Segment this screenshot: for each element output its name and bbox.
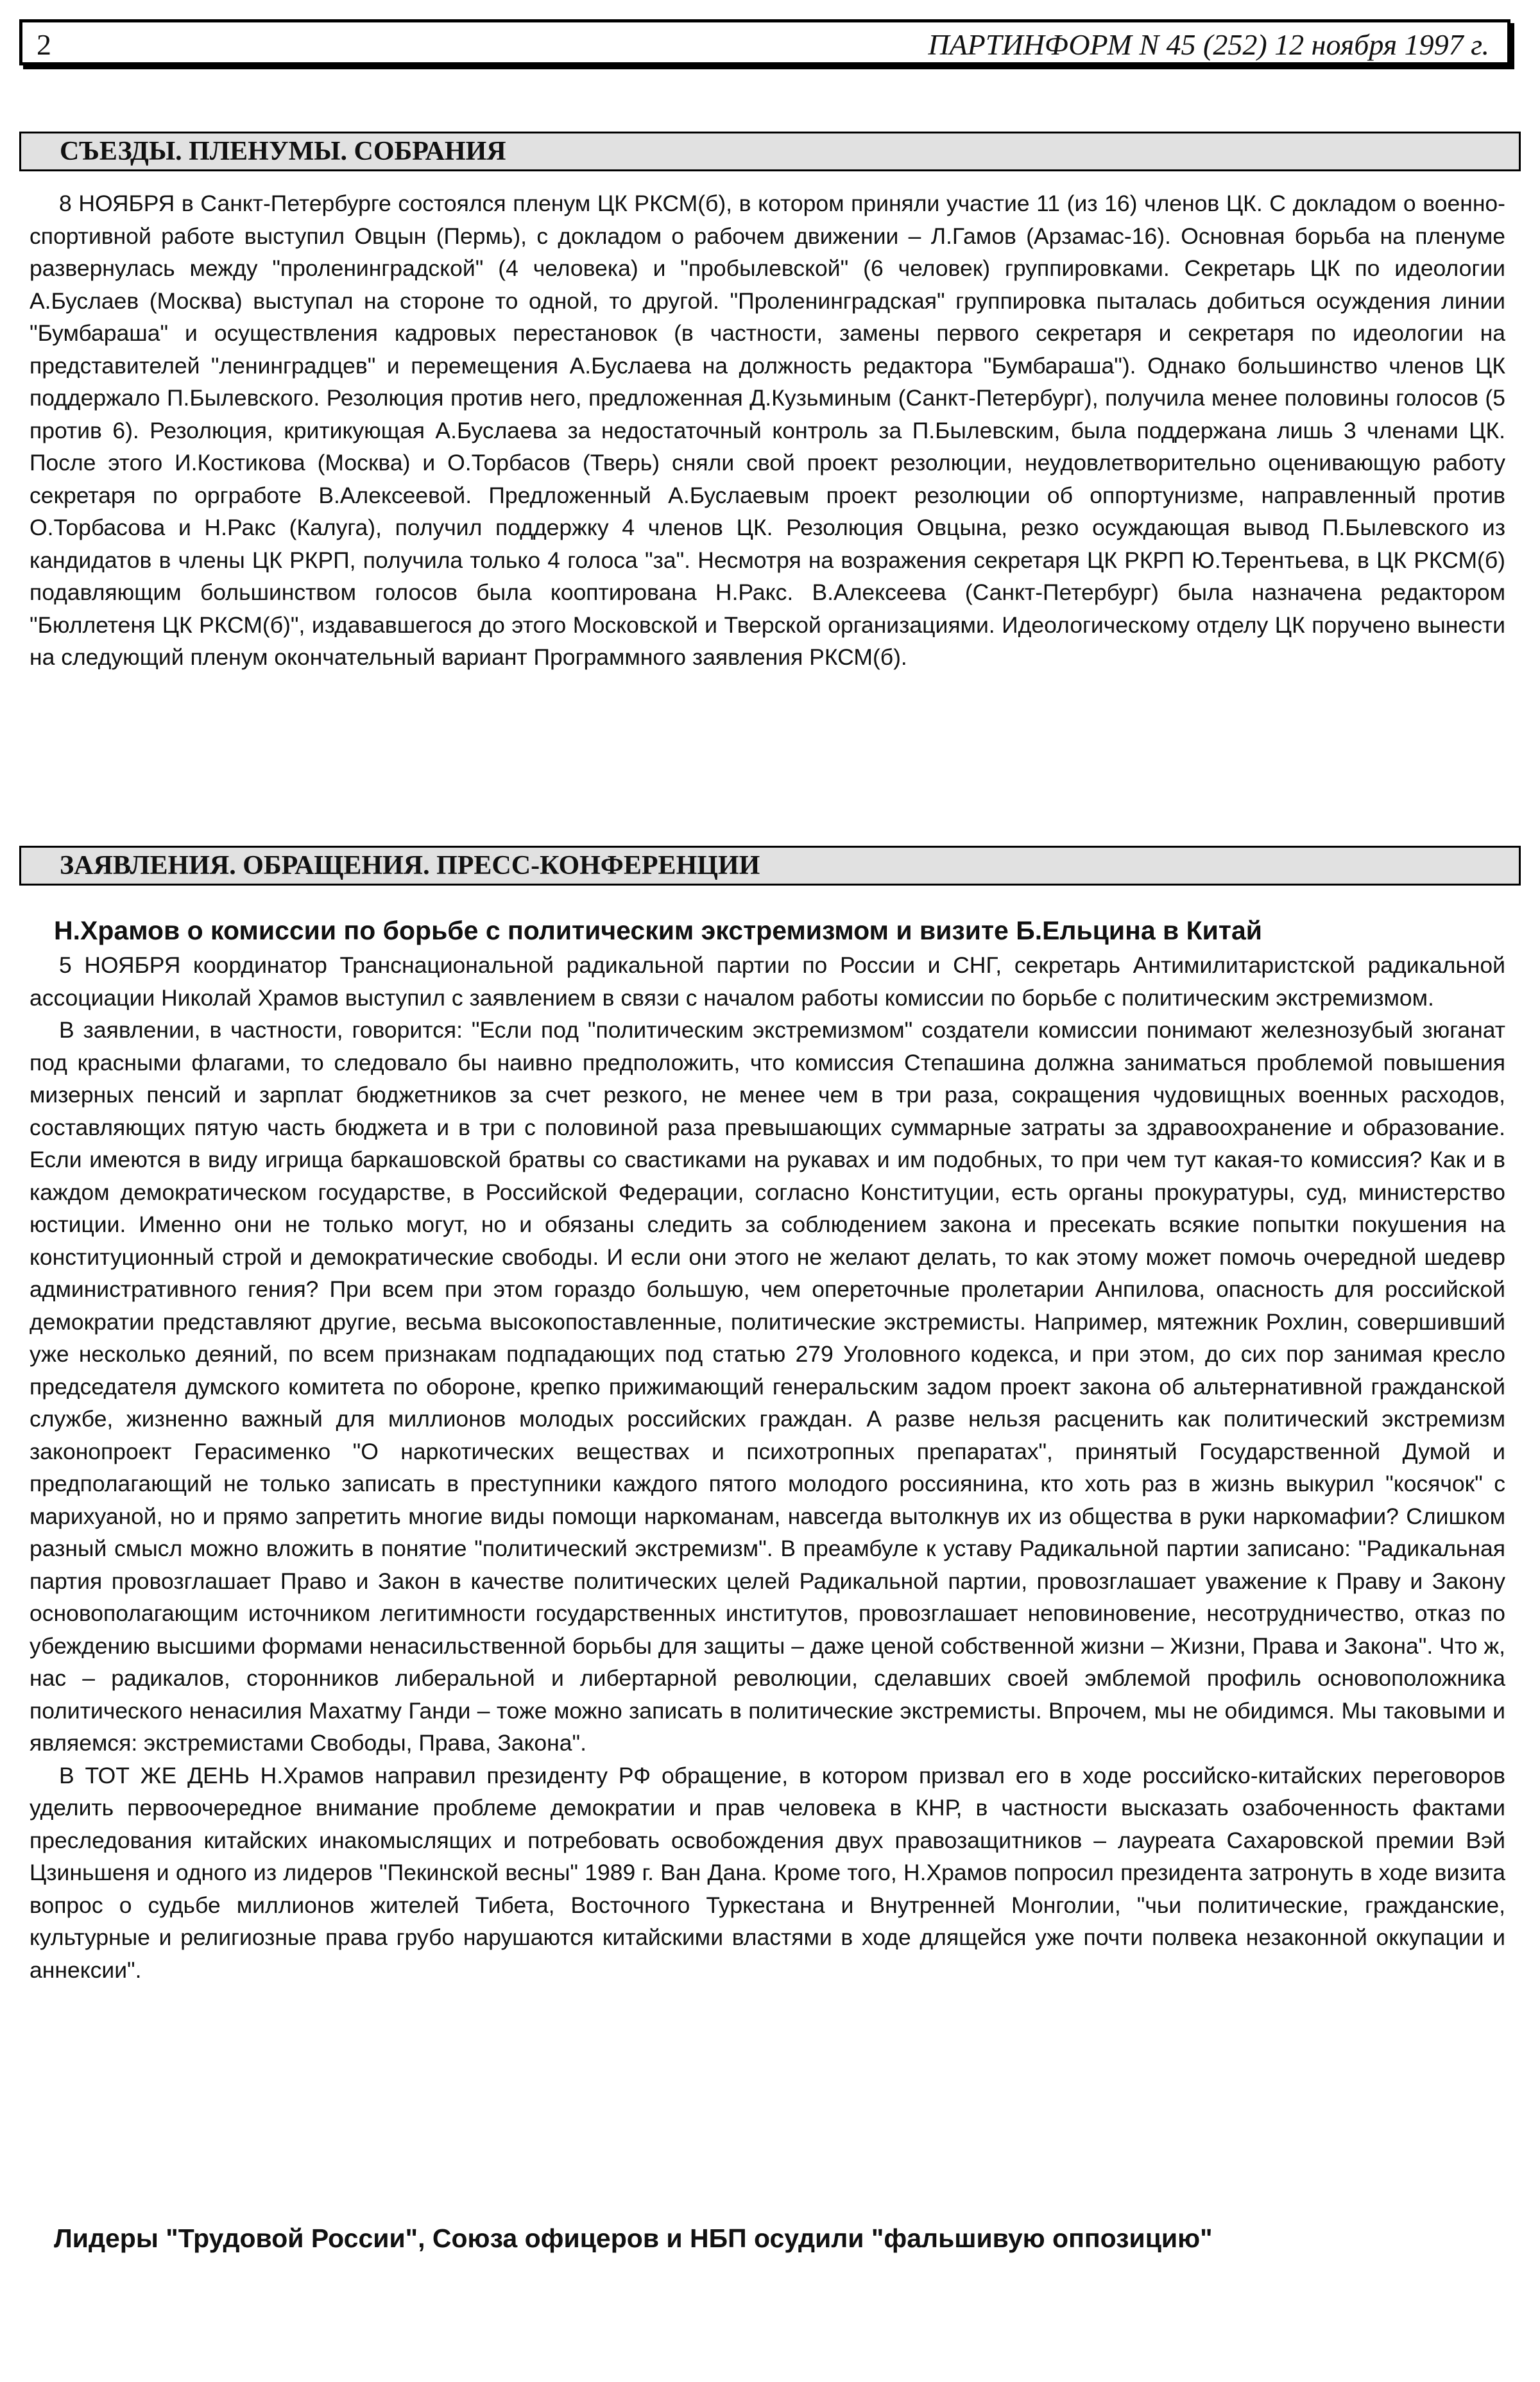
- section-heading-congresses: СЪЕЗДЫ. ПЛЕНУМЫ. СОБРАНИЯ: [19, 132, 1521, 171]
- paragraph: 8 НОЯБРЯ в Санкт-Петербурге состоялся пленум ЦК РКСМ(б), в котором приняли участие 11 (из 16) членов ЦК. С докладом о военно-спортивной работе выступил Овцын (Пермь), с докладом о рабочем движении – Л.Гамов (Арзамас-16). Основная борьба на пленуме развернулась между "пролeнинградской" (4 человека) и "пробылевской" (6 человек) группировками. Секретарь ЦК по идеологии А.Буслаев (Москва) выступал на стороне то одной, то другой. "Пролeнинградская" группировка пыталась добиться осуждения линии "Бумбараша" и осуществления кадровых перестановок (в частности, замены первого секретаря и секретаря по идеологии на представителей "ленинградцев" и перемещения А.Буслаева на должность редактора "Бумбараша"). Однако большинство членов ЦК поддержало П.Былевского. Резолюция против него, предложенная Д.Кузьминым (Санкт-Петербург), получила менее половины голосов (5 против 6). Резолюция, критикующая А.Буслаева за недостаточный контроль за П.Былевским, была поддержана лишь 3 членами ЦК. После этого И.Костикова (Москва) и О.Торбасов (Тверь) сняли свой проект резолюции, неудовлетворительно оценивающую работу секретаря по оргработе В.Алексеевой. Предложенный А.Буслаевым проект резолюции об оппортунизме, направленный против О.Торбасова и Н.Ракс (Калуга), получил поддержку 4 членов ЦК. Резолюция Овцына, резко осуждающая вывод П.Былевского из кандидатов в члены ЦК РКРП, получила только 4 голоса "за". Несмотря на возражения секретаря ЦК РКРП Ю.Терентьева, в ЦК РКСМ(б) подавляющим большинством голосов была кооптирована Н.Ракс. В.Алексеева (Санкт-Петербург) была назначена редактором "Бюллетеня ЦК РКСМ(б)", издававшегося до этого Московской и Тверской организациями. Идеологическому отделу ЦК поручено вынести на следующий пленум окончательный вариант Программного заявления РКСМ(б).: [30, 191, 1505, 670]
- next-article-title: Лидеры "Трудовой России", Союза офицеров и НБП осудили "фальшивую оппозицию": [54, 2223, 1213, 2253]
- paragraph: В ТОТ ЖЕ ДЕНЬ Н.Храмов направил президенту РФ обращение, в котором призвал его в ходе российско-китайских переговоров уделить первоочередное внимание проблеме демократии и прав человека в КНР, в частности высказать озабоченность фактами преследования китайских инакомыслящих и потребовать освобождения двух правозащитников – лауреата Сахаровской премии Вэй Цзиньшеня и одного из лидеров "Пекинской весны" 1989 г. Ван Дана. Кроме того, Н.Храмов попросил президента затронуть в ходе визита вопрос о судьбе миллионов жителей Тибета, Восточного Туркестана и Внутренней Монголии, "чьи политические, гражданские, культурные и религиозные права грубо нарушаются китайскими властями в ходе длящейся уже почти полвека незаконной оккупации и аннексии".: [30, 1762, 1505, 1983]
- section-body-statements: [30, 949, 1505, 1986]
- page-number: 2: [37, 28, 51, 61]
- paragraph: 5 НОЯБРЯ координатор Транснациональной радикальной партии по России и СНГ, секретарь Антимилитаристской радикальной ассоциации Николай Храмов выступил с заявлением в связи с началом работы комиссии по борьбе с политическим экстремизмом.: [30, 952, 1505, 1011]
- section-heading-statements: ЗАЯВЛЕНИЯ. ОБРАЩЕНИЯ. ПРЕСС-КОНФЕРЕНЦИИ: [19, 846, 1521, 886]
- page-header: [19, 19, 1510, 65]
- article-title: Н.Храмов о комиссии по борьбе с политическим экстремизмом и визите Б.Ельцина в Китай: [54, 916, 1262, 945]
- paragraph: В заявлении, в частности, говорится: "Если под "политическим экстремизмом" создатели комиссии понимают железнозубый зюганат под красными флагами, то следовало бы наивно предположить, что комиссия Степашина должна заниматься проблемой повышения мизерных пенсий и зарплат бюджетников за счет резкого, не менее чем в три раза, сокращения чудовищных военных расходов, составляющих пятую часть бюджета и в три с половиной раза превышающих суммарные затраты за здравоохранение и образование. Если имеются в виду игрища баркашовской братвы со свастиками на рукавах и им подобных, то при чем тут какая-то комиссия? Как и в каждом демократическом государстве, в Российской Федерации, согласно Конституции, есть органы прокуратуры, суд, министерство юстиции. Именно они не только могут, но и обязаны следить за соблюдением закона и пресекать всякие попытки покушения на конституционный строй и демократические свободы. И если они этого не желают делать, то как этому может помочь очередной шедевр административного гения? При всем при этом гораздо большую, чем опереточные пролетарии Анпилова, опасность для российской демократии представляют другие, весьма высокопоставленные, политические экстремисты. Например, мятежник Рохлин, совершивший уже несколько деяний, по всем признакам подпадающих под статью 279 Уголовного кодекса, и при этом, до сих пор занимая кресло председателя думского комитета по обороне, крепко прижимающий генеральским задом проект закона об альтернативной гражданской службе, жизненно важный для миллионов молодых российских граждан. А разве нельзя расценить как политический экстремизм законопроект Герасименко "О наркотических веществах и психотропных препаратах", принятый Государственной Думой и предполагающий не только записать в преступники каждого пятого молодого россиянина, кто хоть раз в жизнь выкурил "косячок" с марихуаной, но и прямо запретить многие виды помощи наркоманам, навсегда вытолкнув их из общества в руки наркомафии? Слишком разный смысл можно вложить в понятие "политический экстремизм". В преамбуле к уставу Радикальной партии записано: "Радикальная партия провозглашает Право и Закон в качестве политических целей Радикальной партии, провозглашает уважение к Праву и Закону основополагающим источником легитимности государственных институтов, провозглашает неповиновение, несотрудничество, отказ по убеждению высшими формами ненасильственной борьбы для защиты – даже ценой собственной жизни – Жизни, Права и Закона". Что ж, нас – радикалов, сторонников либеральной и либертарной революции, сделавших своей эмблемой профиль основоположника политического ненасилия Махатму Ганди – тоже можно записать в политические экстремисты. Впрочем, мы не обидимся. Мы таковыми и являемся: экстремистами Свободы, Права, Закона".: [30, 1017, 1505, 1756]
- section-body-congresses: [30, 187, 1505, 674]
- publication-title: ПАРТИНФОРМ N 45 (252) 12 ноября 1997 г.: [928, 28, 1489, 61]
